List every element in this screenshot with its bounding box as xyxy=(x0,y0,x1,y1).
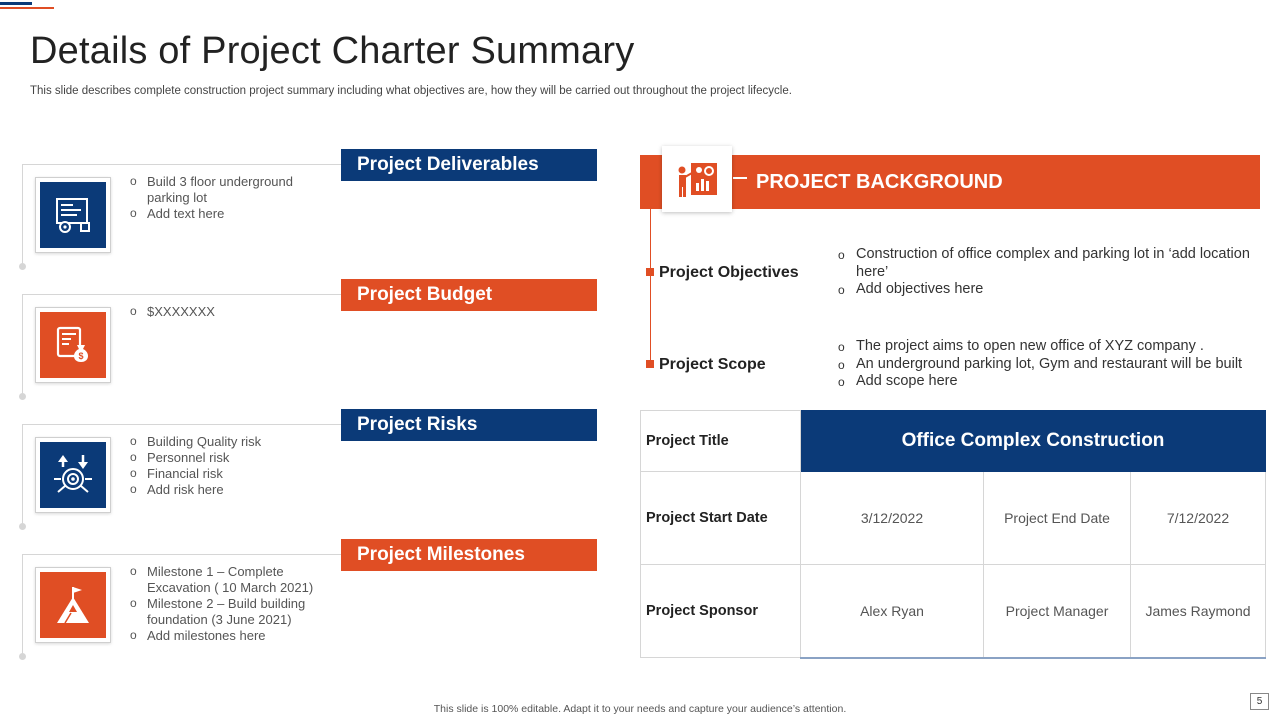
svg-text:$: $ xyxy=(78,351,84,361)
milestones-label: Project Milestones xyxy=(341,539,597,571)
manager-label: Project Manager xyxy=(984,565,1131,658)
bracket-dot xyxy=(19,263,26,270)
page-number: 5 xyxy=(1250,693,1269,710)
list-item: o Construction of office complex and parking lot in ‘add location here’ xyxy=(838,246,1258,281)
project-background-header xyxy=(640,155,1260,209)
list-item: o Add text here xyxy=(130,206,330,222)
list-item: o The project aims to open new office of XYZ company . xyxy=(838,338,1258,356)
list-item: o Build 3 floor underground parking lot xyxy=(130,174,330,206)
list-item: o Milestone 1 – Complete Excavation ( 10 March 2021) xyxy=(130,564,330,596)
list-item: o Add risk here xyxy=(130,482,330,498)
risks-label: Project Risks xyxy=(341,409,597,441)
list-item: o Add objectives here xyxy=(838,281,1258,299)
list-item: o Financial risk xyxy=(130,466,330,482)
risks-card xyxy=(22,424,342,556)
milestones-card xyxy=(22,554,342,686)
budget-card xyxy=(22,294,342,426)
start-date-label: Project Start Date xyxy=(641,472,801,565)
mountain-flag-icon xyxy=(40,572,106,638)
list-item: o Add scope here xyxy=(838,373,1258,391)
background-timeline xyxy=(650,209,651,367)
list-item: o An underground parking lot, Gym and restaurant will be built xyxy=(838,356,1258,374)
budget-label: Project Budget xyxy=(341,279,597,311)
risks-list xyxy=(130,434,330,498)
list-item: o $XXXXXXX xyxy=(130,304,330,320)
sponsor-label: Project Sponsor xyxy=(641,565,801,658)
manager-value: James Raymond xyxy=(1131,565,1266,658)
objectives-marker xyxy=(646,268,654,276)
scope-label: Project Scope xyxy=(659,356,766,373)
deliverables-icon-frame xyxy=(35,177,111,253)
budget-money-bag-icon xyxy=(40,312,106,378)
scope-marker xyxy=(646,360,654,368)
blueprint-gear-icon xyxy=(40,182,106,248)
project-background-title: PROJECT BACKGROUND xyxy=(756,170,1003,193)
header-connector xyxy=(733,177,747,179)
risks-icon-frame xyxy=(35,437,111,513)
table-row xyxy=(641,472,1266,565)
accent-line-orange xyxy=(0,7,54,9)
risk-target-arrows-icon xyxy=(40,442,106,508)
accent-line-blue xyxy=(0,2,32,5)
project-title-value: Office Complex Construction xyxy=(801,411,1266,472)
budget-list xyxy=(130,304,330,320)
list-item: o Add milestones here xyxy=(130,628,330,644)
presentation-chart-icon xyxy=(662,146,732,212)
objectives-label: Project Objectives xyxy=(659,264,799,281)
deliverables-card xyxy=(22,164,342,296)
list-item: o Personnel risk xyxy=(130,450,330,466)
scope-list xyxy=(838,338,1258,391)
bracket-dot xyxy=(19,653,26,660)
table-row xyxy=(641,565,1266,658)
bracket-dot xyxy=(19,393,26,400)
list-item: o Milestone 2 – Build building foundation (3 June 2021) xyxy=(130,596,330,628)
page-title: Details of Project Charter Summary xyxy=(30,30,635,72)
page-subtitle: This slide describes complete construction project summary including what objectives are, how they will be carried out throughout the project lifecycle. xyxy=(30,85,792,97)
deliverables-list xyxy=(130,174,330,222)
objectives-list xyxy=(838,246,1258,299)
project-title-label: Project Title xyxy=(641,411,801,472)
sponsor-value: Alex Ryan xyxy=(801,565,984,658)
start-date-value: 3/12/2022 xyxy=(801,472,984,565)
bracket-dot xyxy=(19,523,26,530)
end-date-label: Project End Date xyxy=(984,472,1131,565)
table-row xyxy=(641,411,1266,472)
milestones-icon-frame xyxy=(35,567,111,643)
end-date-value: 7/12/2022 xyxy=(1131,472,1266,565)
charter-table xyxy=(640,410,1266,659)
milestones-list xyxy=(130,564,330,644)
footer-note: This slide is 100% editable. Adapt it to your needs and capture your audience’s attention. xyxy=(433,703,847,715)
deliverables-label: Project Deliverables xyxy=(341,149,597,181)
budget-icon-frame xyxy=(35,307,111,383)
list-item: o Building Quality risk xyxy=(130,434,330,450)
